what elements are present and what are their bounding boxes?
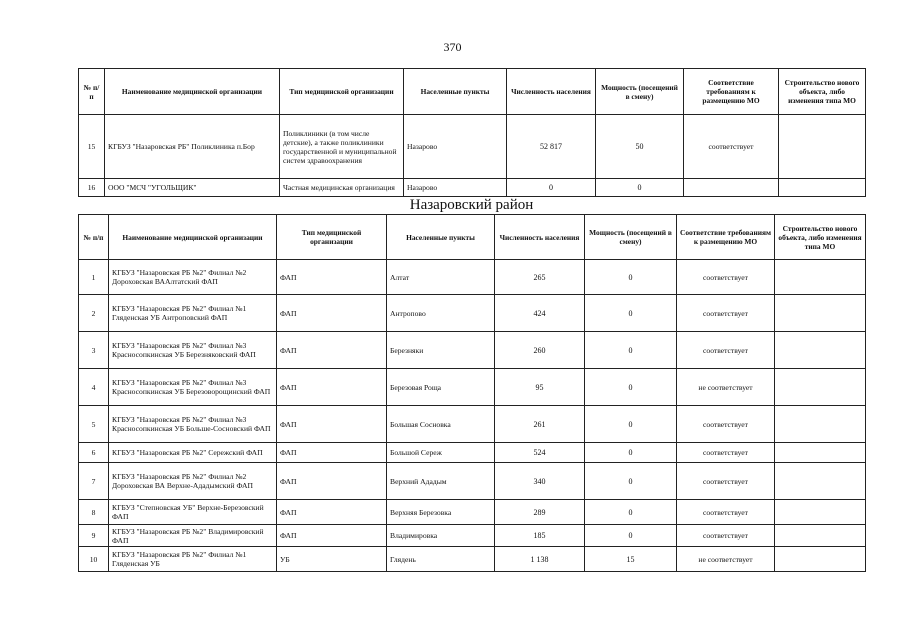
cell-capacity: 0	[585, 260, 677, 295]
cell-population: 524	[495, 443, 585, 463]
section-title: Назаровский район	[409, 197, 534, 213]
table-row	[79, 115, 866, 179]
table-header-row	[79, 215, 866, 260]
cell-organization: КГБУЗ "Назаровская РБ №2" Филиал №1 Гляденская УБ Антроповский ФАП	[109, 295, 277, 332]
cell-settlement: Большая Сосновка	[387, 406, 495, 443]
cell-capacity: 15	[585, 547, 677, 572]
cell-type: ФАП	[277, 369, 387, 406]
cell-compliance: соответствует	[677, 443, 775, 463]
cell-capacity: 0	[585, 406, 677, 443]
cell-settlement: Березовая Роща	[387, 369, 495, 406]
cell-construction	[775, 295, 866, 332]
cell-compliance: соответствует	[677, 463, 775, 500]
cell-compliance: соответствует	[677, 332, 775, 369]
cell-type: ФАП	[277, 463, 387, 500]
cell-type: Частная медицинская организация	[280, 179, 404, 197]
cell-population: 185	[495, 525, 585, 547]
cell-num: 1	[79, 260, 109, 295]
table-nazarovsky-district	[78, 214, 866, 572]
cell-num: 16	[79, 179, 105, 197]
header-construction: Строительство нового объекта, либо изменения типа МО	[775, 215, 866, 260]
cell-type: ФАП	[277, 295, 387, 332]
table-body	[79, 115, 866, 197]
cell-settlement: Верхняя Березовка	[387, 500, 495, 525]
cell-compliance: соответствует	[677, 406, 775, 443]
table-body	[79, 260, 866, 572]
cell-organization: КГБУЗ "Степновская УБ" Верхне-Березовский ФАП	[109, 500, 277, 525]
cell-compliance: соответствует	[677, 500, 775, 525]
cell-compliance: не соответствует	[677, 369, 775, 406]
cell-population: 289	[495, 500, 585, 525]
cell-settlement: Владимировка	[387, 525, 495, 547]
cell-num: 6	[79, 443, 109, 463]
header-pop: Численность населения	[495, 215, 585, 260]
cell-population: 265	[495, 260, 585, 295]
cell-construction	[779, 115, 866, 179]
cell-population: 424	[495, 295, 585, 332]
cell-type: ФАП	[277, 332, 387, 369]
cell-type: ФАП	[277, 406, 387, 443]
cell-population: 340	[495, 463, 585, 500]
cell-construction	[775, 500, 866, 525]
cell-capacity: 0	[585, 443, 677, 463]
cell-type: ФАП	[277, 443, 387, 463]
cell-settlement: Алтат	[387, 260, 495, 295]
cell-capacity: 0	[596, 179, 684, 197]
table-row	[79, 369, 866, 406]
header-compliance: Соответствие требованиям к размещению МО	[677, 215, 775, 260]
cell-population: 261	[495, 406, 585, 443]
header-construction: Строительство нового объекта, либо изменения типа МО	[779, 69, 866, 115]
table-row	[79, 547, 866, 572]
header-capacity: Мощность (посещений в смену)	[585, 215, 677, 260]
header-num: № п/п	[79, 215, 109, 260]
cell-organization: КГБУЗ "Назаровская РБ" Поликлиника п.Бор	[105, 115, 280, 179]
cell-construction	[775, 260, 866, 295]
cell-construction	[775, 463, 866, 500]
cell-capacity: 0	[585, 369, 677, 406]
cell-num: 15	[79, 115, 105, 179]
table-row	[79, 406, 866, 443]
cell-construction	[775, 406, 866, 443]
cell-population: 95	[495, 369, 585, 406]
cell-organization: КГБУЗ "Назаровская РБ №2" Филиал №3 Красносопкинская УБ Березняковский ФАП	[109, 332, 277, 369]
header-place: Населенные пункты	[387, 215, 495, 260]
page-number: 370	[443, 40, 462, 54]
cell-num: 2	[79, 295, 109, 332]
table-row	[79, 332, 866, 369]
cell-type: Поликлиники (в том числе детские), а также поликлиники государственной и муниципальной систем здравоохранения	[280, 115, 404, 179]
header-place: Населенные пункты	[404, 69, 507, 115]
cell-organization: КГБУЗ "Назаровская РБ №2" Филиал №3 Красносопкинская УБ Больше-Сосновский ФАП	[109, 406, 277, 443]
cell-capacity: 0	[585, 295, 677, 332]
cell-construction	[779, 179, 866, 197]
cell-construction	[775, 547, 866, 572]
cell-settlement: Глядень	[387, 547, 495, 572]
table-row	[79, 525, 866, 547]
cell-construction	[775, 443, 866, 463]
cell-num: 8	[79, 500, 109, 525]
cell-settlement: Назарово	[404, 115, 507, 179]
cell-capacity: 0	[585, 463, 677, 500]
table-row	[79, 295, 866, 332]
header-org: Наименование медицинской организации	[105, 69, 280, 115]
header-capacity: Мощность (посещений в смену)	[596, 69, 684, 115]
cell-settlement: Назарово	[404, 179, 507, 197]
cell-capacity: 0	[585, 525, 677, 547]
cell-construction	[775, 369, 866, 406]
cell-settlement: Верхний Ададым	[387, 463, 495, 500]
cell-type: ФАП	[277, 525, 387, 547]
cell-num: 5	[79, 406, 109, 443]
table-row	[79, 443, 866, 463]
cell-compliance: соответствует	[684, 115, 779, 179]
cell-population: 52 817	[507, 115, 596, 179]
cell-type: УБ	[277, 547, 387, 572]
cell-capacity: 0	[585, 500, 677, 525]
cell-organization: КГБУЗ "Назаровская РБ №2" Филиал №3 Красносопкинская УБ Березоворощинский ФАП	[109, 369, 277, 406]
cell-compliance: соответствует	[677, 295, 775, 332]
cell-construction	[775, 332, 866, 369]
table-row	[79, 179, 866, 197]
table-header-row	[79, 69, 866, 115]
cell-population: 260	[495, 332, 585, 369]
table-top-continuation	[78, 68, 866, 197]
cell-capacity: 50	[596, 115, 684, 179]
cell-num: 9	[79, 525, 109, 547]
cell-organization: КГБУЗ "Назаровская РБ №2" Сережский ФАП	[109, 443, 277, 463]
header-org: Наименование медицинской организации	[109, 215, 277, 260]
cell-num: 7	[79, 463, 109, 500]
cell-type: ФАП	[277, 500, 387, 525]
cell-organization: КГБУЗ "Назаровская РБ №2" Филиал №2 Дороховская ВА Верхне-Ададымский ФАП	[109, 463, 277, 500]
cell-organization: КГБУЗ "Назаровская РБ №2" Филиал №2 Дороховская ВААлтатский ФАП	[109, 260, 277, 295]
table-row	[79, 463, 866, 500]
cell-num: 10	[79, 547, 109, 572]
cell-compliance: не соответствует	[677, 547, 775, 572]
cell-organization: ООО "МСЧ "УГОЛЬЩИК"	[105, 179, 280, 197]
header-pop: Численность населения	[507, 69, 596, 115]
cell-organization: КГБУЗ "Назаровская РБ №2" Владимировский ФАП	[109, 525, 277, 547]
cell-num: 3	[79, 332, 109, 369]
cell-construction	[775, 525, 866, 547]
cell-settlement: Большой Серeж	[387, 443, 495, 463]
cell-population: 0	[507, 179, 596, 197]
header-num: № п/п	[79, 69, 105, 115]
cell-population: 1 138	[495, 547, 585, 572]
header-type: Тип медицинской организации	[277, 215, 387, 260]
header-type: Тип медицинской организации	[280, 69, 404, 115]
header-compliance: Соответствие требованиям к размещению МО	[684, 69, 779, 115]
cell-type: ФАП	[277, 260, 387, 295]
cell-organization: КГБУЗ "Назаровская РБ №2" Филиал №1 Гляденская УБ	[109, 547, 277, 572]
cell-num: 4	[79, 369, 109, 406]
cell-compliance: соответствует	[677, 260, 775, 295]
cell-settlement: Березняки	[387, 332, 495, 369]
cell-compliance: соответствует	[677, 525, 775, 547]
table-row	[79, 500, 866, 525]
cell-capacity: 0	[585, 332, 677, 369]
table-row	[79, 260, 866, 295]
cell-compliance	[684, 179, 779, 197]
cell-settlement: Антропово	[387, 295, 495, 332]
